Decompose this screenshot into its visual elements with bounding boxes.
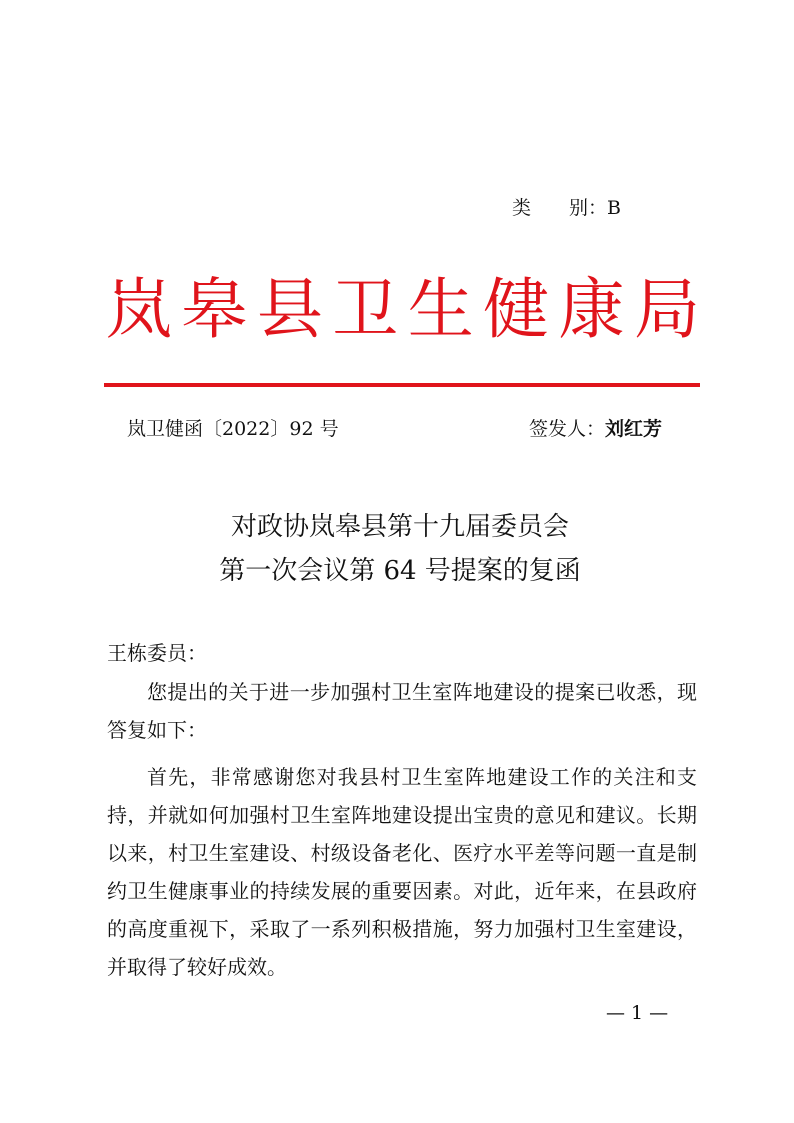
signer — [529, 414, 662, 441]
document-title-line-2: 第一次会议第 64 号提案的复函 — [219, 556, 581, 586]
org-name-char: 康 — [558, 271, 625, 348]
body-paragraph: 您提出的关于进一步加强村卫生室阵地建设的提案已收悉，现答复如下： — [107, 680, 697, 742]
red-header-rule — [104, 383, 700, 387]
page-number: — 1 — — [606, 1002, 669, 1024]
document-category: 类 别：B — [512, 197, 621, 219]
org-name-char: 皋 — [181, 271, 248, 348]
org-name-char: 卫 — [332, 271, 399, 348]
salutation: 王栋委员： — [107, 641, 207, 665]
issuing-organization-header — [106, 268, 700, 352]
category-value: B — [607, 197, 621, 219]
body-text — [107, 673, 697, 995]
org-name-char: 局 — [633, 271, 700, 348]
org-name-char: 生 — [407, 271, 474, 348]
document-title — [100, 505, 700, 593]
org-name-char: 健 — [483, 271, 550, 348]
body-paragraph: 首先，非常感谢您对我县村卫生室阵地建设工作的关注和支持，并就如何加强村卫生室阵地建设提出宝贵的意见和建议。长期以来，村卫生室建设、村级设备老化、医疗水平差等问题一直是制约卫生健康事业的持续发展的重要因素。对此，近年来，在县政府的高度重视下，采取了一系列积极措施，努力加强村卫生室建设，并取得了较好成效。 — [107, 765, 697, 979]
org-name-char: 岚 — [106, 271, 172, 348]
org-name-char: 县 — [256, 271, 323, 348]
document-title-line-1: 对政协岚皋县第十九届委员会 — [230, 512, 569, 542]
category-label: 类 别 — [512, 197, 589, 219]
signer-name: 刘红芳 — [605, 418, 663, 440]
document-number: 岚卫健函〔2022〕92 号 — [127, 418, 339, 440]
signer-label: 签发人： — [529, 418, 606, 440]
